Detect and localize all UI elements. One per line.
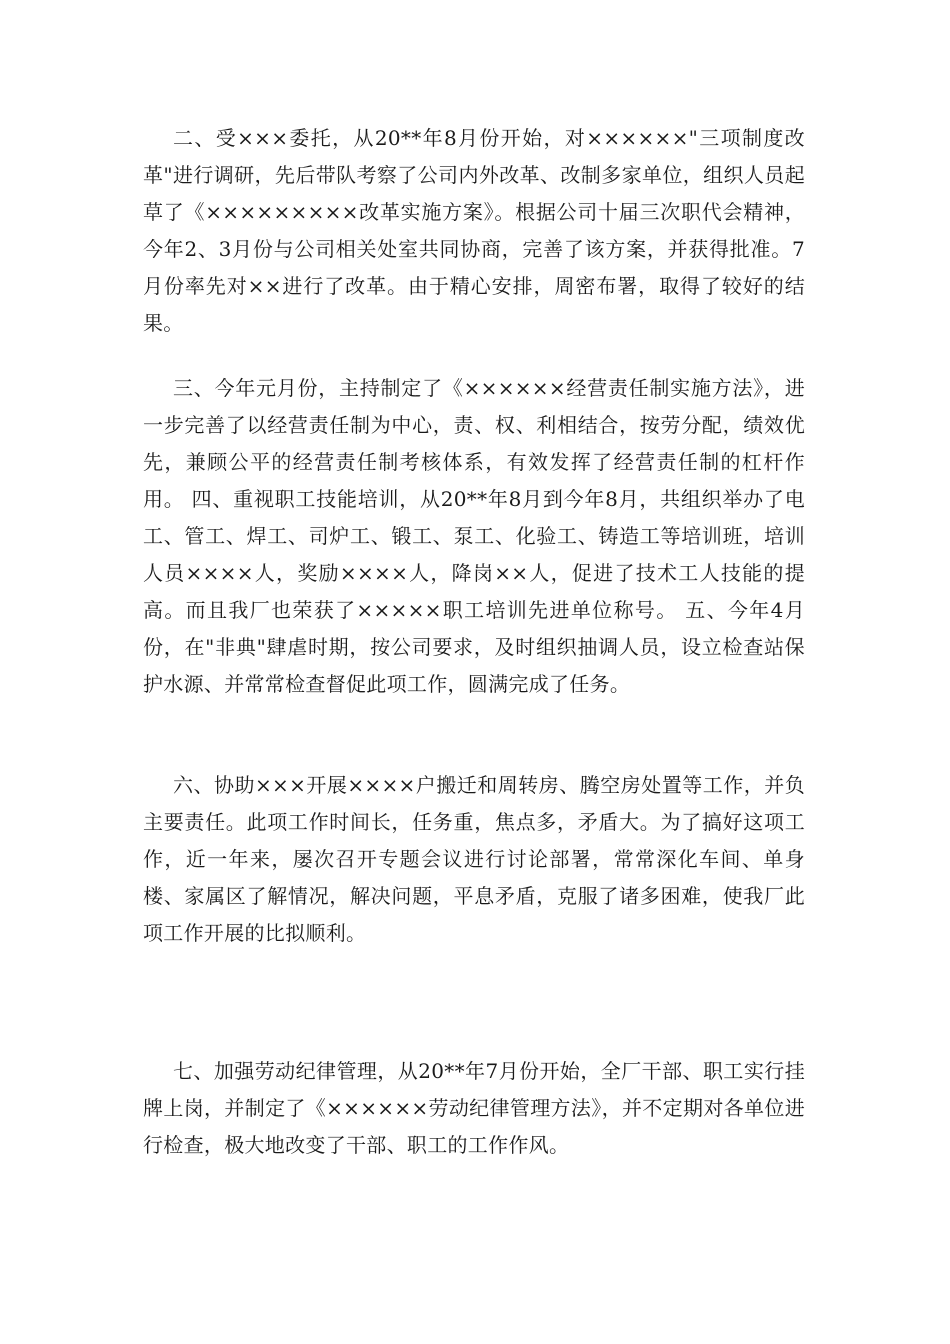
paragraph-reform-investigation: 二、受×××委托，从20**年8月份开始，对××××××"三项制度改革"进行调研，先后带队考察了公司内外改革、改制多家单位，组织人员起草了《×××××××××改革实施方案》。根据公司十届三次职代会精神，今年2、3月份与公司相关处室共同协商，完善了该方案，并获得批准。7月份率先对××进行了改革。由于精心安排，周密布署，取得了较好的结果。	[143, 126, 805, 335]
paragraph-relocation-work: 六、协助×××开展××××户搬迁和周转房、腾空房处置等工作，并负主要责任。此项工作时间长，任务重，焦点多，矛盾大。为了搞好这项工作，近一年来，屡次召开专题会议进行讨论部署，常常深化车间、单身楼、家属区了解情况，解决问题，平息矛盾，克服了诸多困难，使我厂此项工作开展的比拟顺利。	[143, 773, 805, 945]
paragraph-responsibility-system: 三、今年元月份，主持制定了《××××××经营责任制实施方法》，进一步完善了以经营责任制为中心，责、权、利相结合，按劳分配，绩效优先，兼顾公平的经营责任制考核体系，有效发挥了经营责任制的杠杆作用。 四、重视职工技能培训，从20**年8月到今年8月，共组织举办了电工、管工、焊工、司炉工、锻工、泵工、化验工、铸造工等培训班，培训人员××××人，奖励××××人，降岗××人，促进了技术工人技能的提高。而且我厂也荣获了×××××职工培训先进单位称号。 五、今年4月份，在"非典"肆虐时期，按公司要求，及时组织抽调人员，设立检查站保护水源、并常常检查督促此项工作，圆满完成了任务。	[143, 376, 805, 696]
paragraph-labor-discipline: 七、加强劳动纪律管理，从20**年7月份开始，全厂干部、职工实行挂牌上岗，并制定了《××××××劳动纪律管理方法》，并不定期对各单位进行检查，极大地改变了干部、职工的工作作风。	[143, 1059, 805, 1157]
